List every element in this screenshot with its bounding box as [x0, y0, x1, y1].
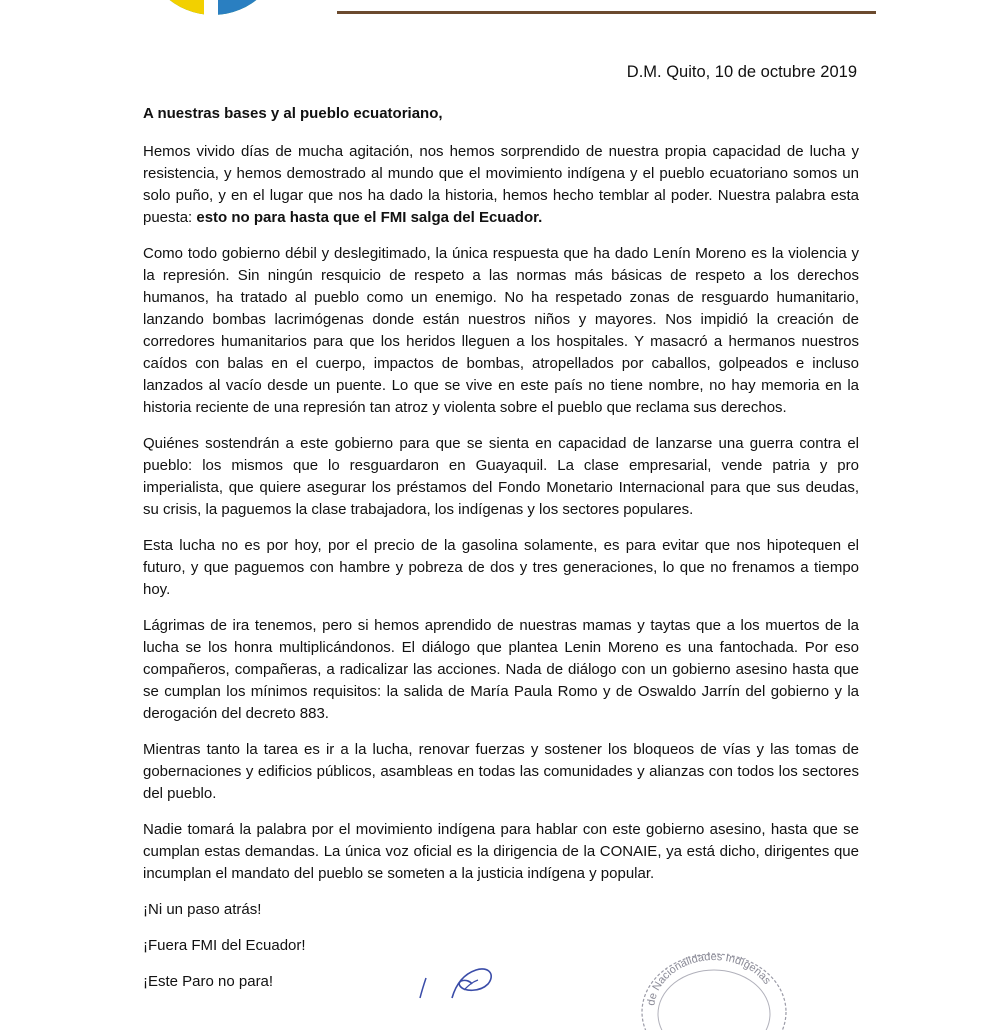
slogan-2: ¡Fuera FMI del Ecuador! — [143, 937, 306, 954]
paragraph-1-emphasis: esto no para hasta que el FMI salga del Ecuador. — [196, 209, 543, 226]
official-seal — [632, 940, 792, 1030]
letter-greeting: A nuestras bases y al pueblo ecuatoriano, — [143, 105, 443, 122]
paragraph-6: Mientras tanto la tarea es ir a la lucha, renovar fuerzas y sostener los bloqueos de vías y las tomas de gobernaciones y edificios públicos, asambleas en todas las comunidades y alianzas con todos los sectores del pueblo. — [143, 741, 859, 802]
paragraph-7: Nadie tomará la palabra por el movimiento indígena para hablar con este gobierno asesino, hasta que se cumplan estas demandas. La única voz oficial es la dirigencia de la CONAIE, ya está dicho, dirigentes que incumplan el mandato del pueblo se someten a la justicia indígena y popular. — [143, 821, 859, 882]
paragraph-1-text: Hemos vivido días de mucha agitación, nos hemos sorprendido de nuestra propia capacidad de lucha y resistencia, y hemos demostrado al mundo que el movimiento indígena y el pueblo ecuatoriano somos un solo puño, y en el lugar que nos ha dado la historia, hemos hecho temblar al poder. Nuestra palabra esta puesta: — [143, 143, 859, 226]
slogan-3: ¡Este Paro no para! — [143, 973, 274, 990]
handwritten-signature — [360, 960, 520, 1000]
paragraph-2: Como todo gobierno débil y deslegitimado, la única respuesta que ha dado Lenín Moreno es la violencia y la represión. Sin ningún resquicio de respeto a las normas más básicas de respeto a los derechos humanos, ha tratado al pueblo como un enemigo. No ha respetado zonas de resguardo humanitario, lanzando bombas lacrimógenas donde están nuestros niños y mayores. Nos impidió la creación de corredores humanitarios para que los heridos lleguen a los hospitales. Y masacró a hermanos nuestros caídos con balas en el cuerpo, impactos de bombas, atropellados por caballos, golpeados e incluso lanzados al vacío desde un puente. Lo que se vive en este país no tiene nombre, no hay memoria en la historia reciente de una represión tan atroz y violenta sobre el pueblo que reclama sus derechos. — [143, 245, 859, 416]
paragraph-5: Lágrimas de ira tenemos, pero si hemos aprendido de nuestras mamas y taytas que a los muertos de la lucha se los honra multiplicándonos. El diálogo que plantea Lenin Moreno es una fantochada. Por eso compañeros, compañeras, a radicalizar las acciones. Nada de diálogo con un gobierno asesino hasta que se cumplan los mínimos requisitos: la salida de María Paula Romo y de Oswaldo Jarrín del gobierno y la derogación del decreto 883. — [143, 617, 859, 722]
slogan-1: ¡Ni un paso atrás! — [143, 901, 262, 918]
paragraph-1 — [143, 141, 859, 229]
letter-date: D.M. Quito, 10 de octubre 2019 — [626, 63, 857, 81]
organization-logo — [138, 0, 288, 20]
header-rule — [337, 11, 876, 14]
seal-text: de Nacionalidades Indígenas — [645, 950, 773, 1007]
letter-body — [143, 103, 859, 1007]
svg-text:de Nacionalidades Indígenas — [645, 951, 773, 1007]
paragraph-3: Quiénes sostendrán a este gobierno para que se sienta en capacidad de lanzarse una guerra contra el pueblo: los mismos que lo resguardaron en Guayaquil. La clase empresarial, vende patria y pro imperialista, que quiere asegurar los préstamos del Fondo Monetario Internacional para que sus deudas, su crisis, la paguemos la clase trabajadora, los indígenas y los sectores populares. — [143, 435, 859, 518]
paragraph-4: Esta lucha no es por hoy, por el precio de la gasolina solamente, es para evitar que nos hipotequen el futuro, y que paguemos con hambre y pobreza de dos y tres generaciones, lo que no frenamos a tiempo hoy. — [143, 537, 859, 598]
